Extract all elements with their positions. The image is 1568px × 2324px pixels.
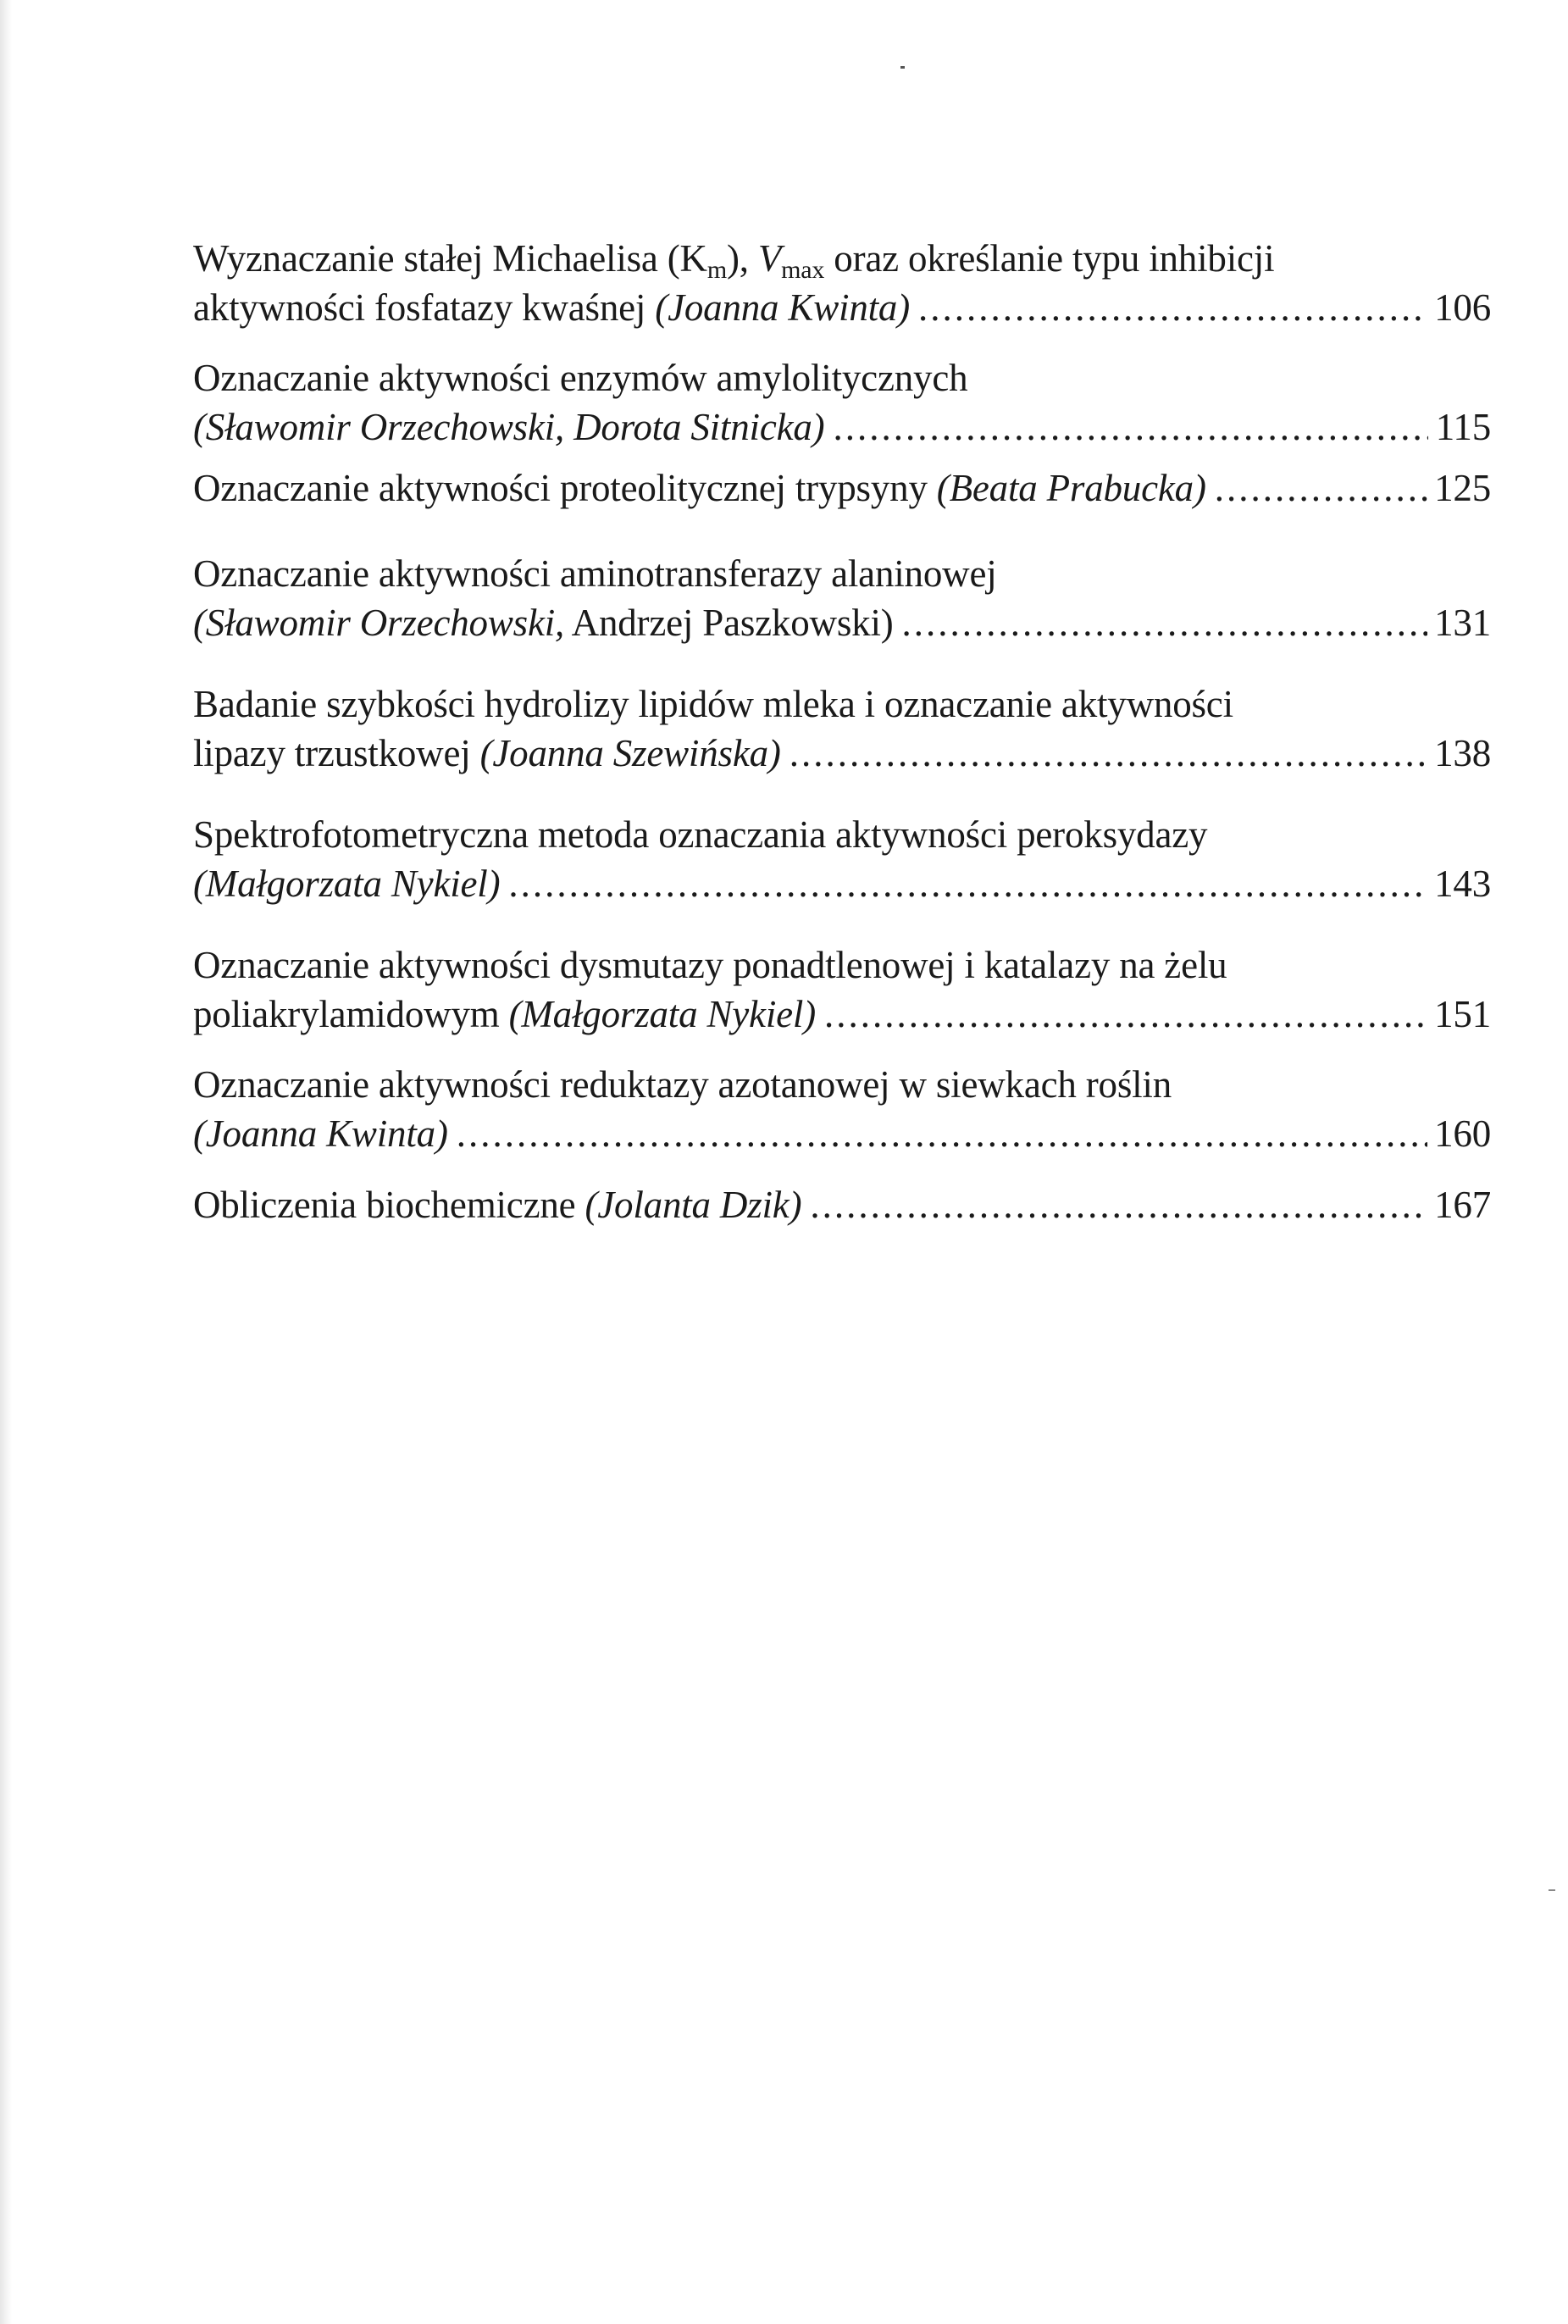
dot-leader	[824, 990, 1427, 1039]
toc-entry-title: Spektrofotometryczna metoda oznaczania aktywności peroksydazy	[193, 813, 1208, 856]
toc-entry-title: Wyznaczanie stałej Michaelisa $(K_m)$, $V_{max}$ oraz określanie typu inhibicji	[193, 237, 1275, 284]
toc-entry-page-number: 115	[1435, 406, 1491, 448]
toc-entry-title-line	[193, 598, 1491, 647]
scan-speck	[1549, 1889, 1555, 1891]
toc-entry-title-line	[193, 549, 1491, 598]
toc-entry-title-line	[193, 463, 1491, 513]
toc-entry-title-line	[193, 1060, 1491, 1109]
toc-entry-author: (Joanna Szewińska)	[479, 732, 781, 774]
toc-entry	[193, 234, 1491, 332]
dot-leader	[918, 283, 1427, 332]
toc-entry-title: Badanie szybkości hydrolizy lipidów mleka i oznaczanie aktywności	[193, 683, 1233, 725]
toc-entry-author: (Sławomir Orzechowski, Andrzej Paszkowski)	[193, 602, 894, 644]
toc-entry-author: (Jolanta Dzik)	[585, 1184, 802, 1226]
toc-entry-page-number: 167	[1434, 1184, 1491, 1226]
dot-leader	[457, 1109, 1427, 1158]
toc-entry-title: Oznaczanie aktywności aminotransferazy alaninowej	[193, 552, 997, 595]
toc-entry-author: (Joanna Kwinta)	[655, 286, 911, 329]
toc-entry-page-number: 125	[1434, 467, 1491, 509]
toc-entry-author: (Małgorzata Nykiel)	[508, 993, 816, 1035]
toc-entry	[193, 940, 1491, 1039]
toc-entry-title-line	[193, 1180, 1491, 1229]
toc-entry	[193, 1180, 1491, 1229]
toc-entry-page-number: 131	[1434, 602, 1491, 644]
toc-entry	[193, 810, 1491, 908]
toc-entry-title-line	[193, 810, 1491, 859]
toc-entry-title-line	[193, 859, 1491, 908]
toc-entry	[193, 679, 1491, 778]
toc-entry-author: (Sławomir Orzechowski, Dorota Sitnicka)	[193, 406, 825, 448]
toc-entry-title: lipazy trzustkowej	[193, 732, 480, 774]
toc-entry-title: Oznaczanie aktywności proteolitycznej trypsyny	[193, 467, 937, 509]
toc-entry-page-number: 143	[1434, 862, 1491, 905]
toc-entry-title: Oznaczanie aktywności dysmutazy ponadtlenowej i katalazy na żelu	[193, 944, 1227, 986]
toc-entry-title-line	[193, 353, 1491, 402]
toc-entry-author: (Beata Prabucka)	[936, 467, 1206, 509]
toc-entry-title: Obliczenia biochemiczne	[193, 1184, 585, 1226]
dot-leader	[1215, 463, 1427, 513]
toc-entry-title-line	[193, 679, 1491, 729]
toc-entry-title-line	[193, 729, 1491, 778]
toc-entry	[193, 1060, 1491, 1158]
toc-entry-title: aktywności fosfatazy kwaśnej	[193, 286, 656, 329]
toc-entry	[193, 549, 1491, 647]
toc-entry-title-line	[193, 940, 1491, 990]
toc-entry-page-number: 106	[1434, 286, 1491, 329]
toc-entry-author: (Małgorzata Nykiel)	[193, 862, 501, 905]
toc-entry-title-line	[193, 990, 1491, 1039]
dot-leader	[508, 859, 1427, 908]
toc-entry	[193, 463, 1491, 513]
toc-entry-page-number: 138	[1434, 732, 1491, 774]
scan-speck	[900, 66, 905, 69]
scan-edge-shading	[0, 0, 12, 2324]
toc-entry-title-line	[193, 402, 1491, 452]
toc-entry-page-number: 151	[1434, 993, 1491, 1035]
dot-leader	[790, 729, 1427, 778]
toc-entry-title-line	[193, 283, 1491, 332]
toc-entry-title: poliakrylamidowym	[193, 993, 509, 1035]
dot-leader	[902, 598, 1428, 647]
dot-leader	[833, 402, 1428, 452]
toc-entry	[193, 353, 1491, 452]
toc-entry-title: Oznaczanie aktywności enzymów amylolitycznych	[193, 357, 968, 399]
toc-entry-title-line	[193, 234, 1491, 283]
toc-entry-title: Oznaczanie aktywności reduktazy azotanowej w siewkach roślin	[193, 1063, 1172, 1106]
toc-entry-page-number: 160	[1434, 1112, 1491, 1155]
toc-entry-author: (Joanna Kwinta)	[193, 1112, 448, 1155]
dot-leader	[810, 1180, 1427, 1229]
toc-entry-title-line	[193, 1109, 1491, 1158]
